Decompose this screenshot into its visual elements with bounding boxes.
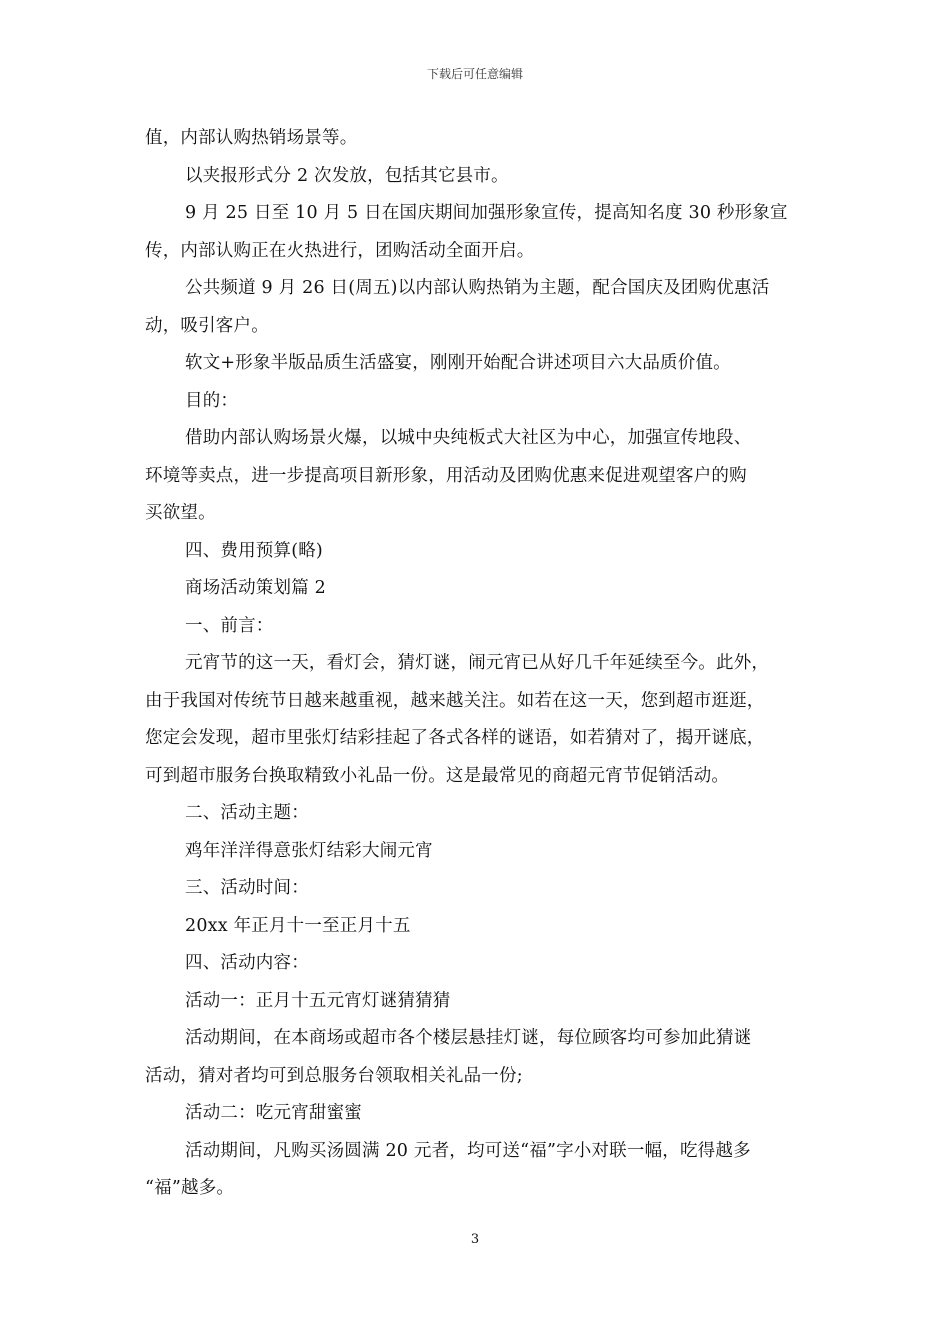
paragraph-line: 目的： [185, 390, 239, 411]
paragraph-line: “福”越多。 [145, 1178, 235, 1198]
section-heading: 三、活动时间： [185, 878, 309, 898]
page-number: 3 [470, 1232, 480, 1247]
paragraph-line: 公共频道 9 月 26 日(周五)以内部认购热销为主题，配合国庆及团购优惠活 [185, 278, 770, 298]
paragraph-line: 您定会发现，超市里张灯结彩挂起了各式各样的谜语，如若猜对了，揭开谜底， [145, 728, 765, 748]
paragraph-line: 值，内部认购热销场景等。 [145, 128, 358, 148]
paragraph-line: 活动一：正月十五元宵灯谜猜猜猜 [185, 990, 451, 1011]
paragraph-line: 鸡年洋洋得意张灯结彩大闹元宵 [185, 840, 433, 861]
paragraph-line: 借助内部认购场景火爆，以城中央纯板式大社区为中心，加强宣传地段、 [185, 428, 752, 448]
paragraph-line: 活动，猜对者均可到总服务台领取相关礼品一份; [145, 1065, 523, 1086]
paragraph-line: 活动期间，在本商场或超市各个楼层悬挂灯谜，每位顾客均可参加此猜谜 [185, 1028, 752, 1048]
paragraph-line: 元宵节的这一天，看灯会，猜灯谜，闹元宵已从好几千年延续至今。此外， [185, 653, 770, 673]
paragraph-line: 买欲望。 [145, 503, 216, 523]
section-heading: 二、活动主题： [185, 803, 309, 823]
section-heading: 四、活动内容： [185, 953, 309, 973]
paragraph-line: 活动二：吃元宵甜蜜蜜 [185, 1103, 362, 1123]
paragraph-line: 可到超市服务台换取精致小礼品一份。这是最常见的商超元宵节促销活动。 [145, 765, 730, 786]
paragraph-line: 9 月 25 日至 10 月 5 日在国庆期间加强形象宣传，提高知名度 30 秒形象宣 [185, 203, 788, 223]
paragraph-line: 以夹报形式分 2 次发放，包括其它县市。 [185, 165, 509, 186]
document-body [145, 120, 805, 1208]
paragraph-line: 活动期间，凡购买汤圆满 20 元者，均可送“福”字小对联一幅，吃得越多 [185, 1140, 751, 1161]
paragraph-line: 20xx 年正月十一至正月十五 [185, 915, 411, 936]
section-heading: 四、费用预算(略) [185, 540, 323, 561]
paragraph-line: 环境等卖点，进一步提高项目新形象，用活动及团购优惠来促进观望客户的购 [145, 465, 747, 486]
paragraph-line: 传，内部认购正在火热进行，团购活动全面开启。 [145, 240, 535, 261]
section-heading: 一、前言： [185, 615, 274, 636]
section-heading: 商场活动策划篇 2 [185, 578, 326, 598]
paragraph-line: 软文+形象半版品质生活盛宴，刚刚开始配合讲述项目六大品质价值。 [185, 353, 731, 373]
paragraph-line: 动，吸引客户。 [145, 315, 269, 336]
paragraph-line: 由于我国对传统节日越来越重视，越来越关注。如若在这一天，您到超市逛逛， [145, 690, 765, 711]
page-header: 下载后可任意编辑 [426, 67, 523, 81]
